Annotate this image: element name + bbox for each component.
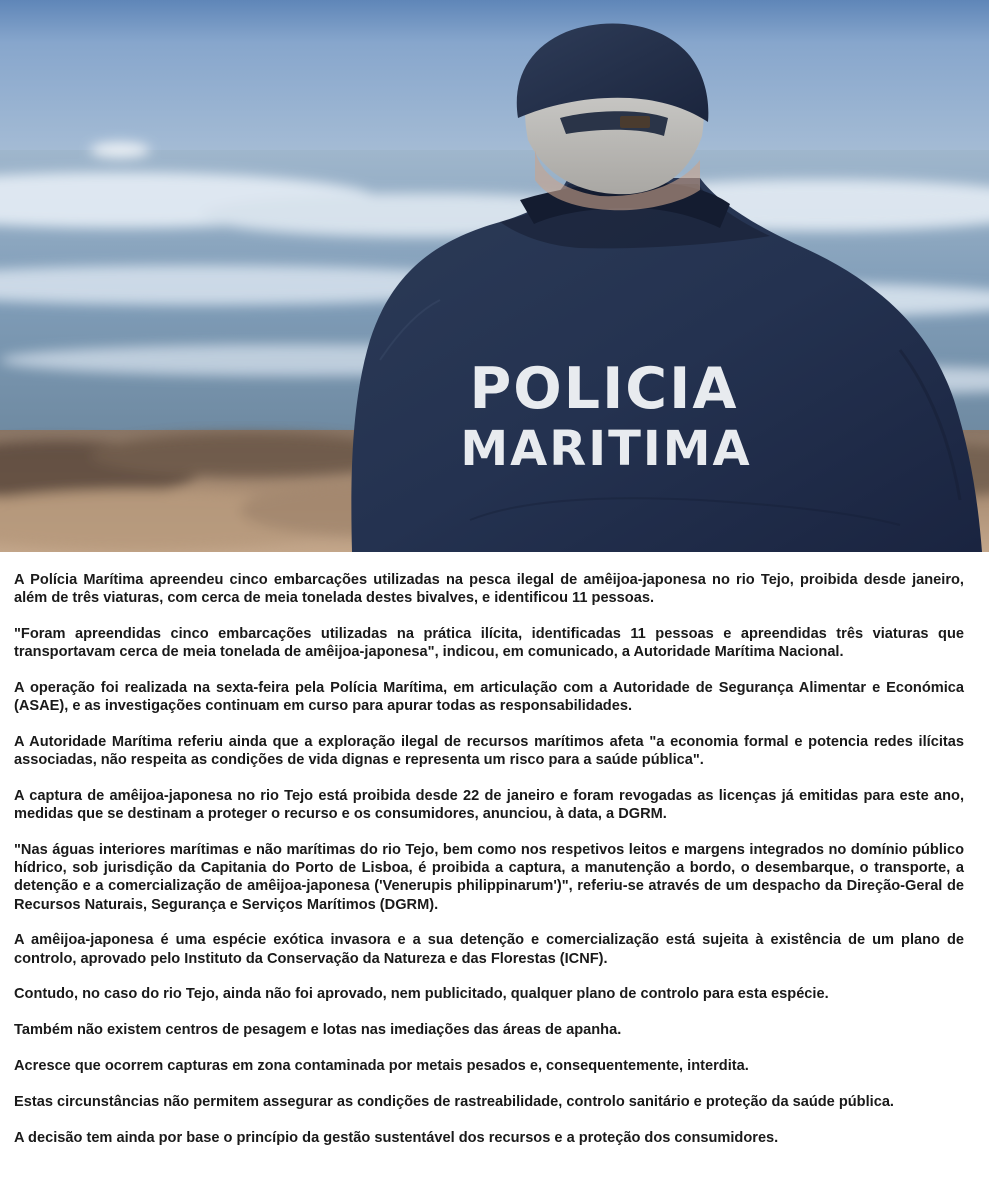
article-paragraph: "Foram apreendidas cinco embarcações utilizadas na prática ilícita, identificadas 11 pessoas e apreendidas três viaturas que transportavam cerca de meia tonelada de amêijoa-japonesa", indicou, em comunicado, a Autoridade Marítima Nacional. [14,626,964,661]
article-paragraph: Contudo, no caso do rio Tejo, ainda não foi aprovado, nem publicitado, qualquer plano de controlo para esta espécie. [14,986,829,1003]
article-body [14,571,964,1164]
jacket-lettering-line-2: MARITIMA [460,421,752,477]
article-paragraph: Também não existem centros de pesagem e lotas nas imediações das áreas de apanha. [14,1022,622,1039]
jacket-lettering-line-1: POLICIA [469,356,739,422]
article-paragraph: A Polícia Marítima apreendeu cinco embarcações utilizadas na pesca ilegal de amêijoa-japonesa no rio Tejo, proibida desde janeiro, além de três viaturas, com cerca de meia tonelada destes bivalves, e identificou 11 pessoas. [14,572,964,607]
article-paragraph: A captura de amêijoa-japonesa no rio Tejo está proibida desde 22 de janeiro e foram revogadas as licenças já emitidas para este ano, medidas que se destinam a proteger o recurso e os consumidores, anunciou, à data, a DGRM. [14,788,964,823]
article-paragraph: A decisão tem ainda por base o princípio da gestão sustentável dos recursos e a proteção dos consumidores. [14,1129,779,1146]
maritime-police-officer-photo [0,0,989,552]
article-paragraph: A amêijoa-japonesa é uma espécie exótica invasora e a sua detenção e comercialização está sujeita à existência de um plano de controlo, aprovado pelo Instituto da Conservação da Natureza e das Florestas (ICNF). [14,932,964,967]
article-paragraph: A operação foi realizada na sexta-feira pela Polícia Marítima, em articulação com a Autoridade de Segurança Alimentar e Económica (ASAE), e as investigações continuam em curso para apurar todas as responsabilidades. [14,680,964,715]
article-paragraph: Estas circunstâncias não permitem assegurar as condições de rastreabilidade, controlo sanitário e proteção da saúde pública. [14,1093,894,1110]
article-paragraph: Acresce que ocorrem capturas em zona contaminada por metais pesados e, consequentemente, interdita. [14,1058,749,1074]
article-paragraph: A Autoridade Marítima referiu ainda que a exploração ilegal de recursos marítimos afeta "a economia formal e potencia redes ilícitas associadas, não respeita as condições de vida dignas e representa um risco para a saúde pública". [14,734,964,769]
article-paragraph: "Nas águas interiores marítimas e não marítimas do rio Tejo, bem como nos respetivos leitos e margens integrados no domínio público hídrico, sob jurisdição da Capitania do Porto de Lisboa, é proibida a captura, a manutenção a bordo, o desembarque, o transporte, a detenção e a comercialização de amêijoa-japonesa ('Venerupis philippinarum')", referiu-se através de um despacho da Direção-Geral de Recursos Naturais, Segurança e Serviços Marítimos (DGRM). [14,842,964,913]
hero-photo [0,0,989,552]
